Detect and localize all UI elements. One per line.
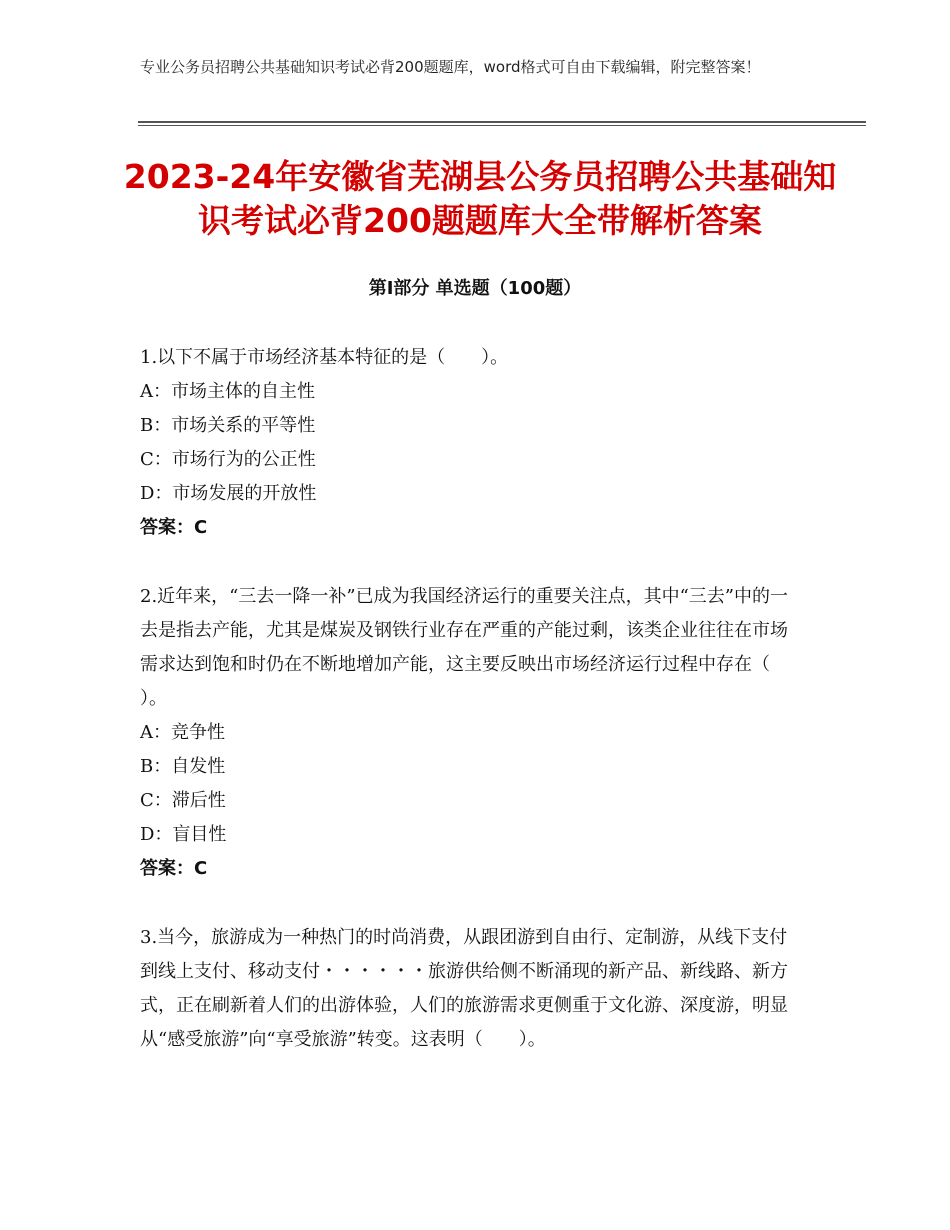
question-3 xyxy=(140,921,800,1057)
option-a: A：竞争性 xyxy=(140,722,225,743)
question-1 xyxy=(140,341,800,545)
option-d: D：市场发展的开放性 xyxy=(140,483,317,504)
question-text: 1.以下不属于市场经济基本特征的是（ ）。 xyxy=(140,347,509,368)
option-b: B：市场关系的平等性 xyxy=(140,415,316,436)
section-title: 第Ⅰ部分 单选题（100题） xyxy=(368,278,582,299)
option-b: B：自发性 xyxy=(140,756,226,777)
question-text: 3.当今，旅游成为一种热门的时尚消费，从跟团游到自由行、定制游，从线下支付到线上支付、移动支付・・・・・・旅游供给侧不断涌现的新产品、新线路、新方式，正在刷新着人们的出游体验，人们的旅游需求更侧重于文化游、深度游，明显从“感受旅游”向“享受旅游”转变。这表明（ ）。 xyxy=(140,927,788,1050)
question-2 xyxy=(140,580,800,886)
option-a: A：市场主体的自主性 xyxy=(140,381,315,402)
document-title: 2023-24年安徽省芜湖县公务员招聘公共基础知识考试必背200题题库大全带解析答案 xyxy=(123,157,837,240)
option-d: D：盲目性 xyxy=(140,824,227,845)
header-divider-thick xyxy=(138,121,866,123)
header-note: 专业公务员招聘公共基础知识考试必背200题题库，word格式可自由下载编辑，附完整答案！ xyxy=(140,58,761,76)
option-c: C：滞后性 xyxy=(140,790,226,811)
option-c: C：市场行为的公正性 xyxy=(140,449,316,470)
question-text: 2.近年来，“三去一降一补”已成为我国经济运行的重要关注点，其中“三去”中的一去是指去产能，尤其是煤炭及钢铁行业存在严重的产能过剩，该类企业往往在市场需求达到饱和时仍在不断地增加产能，这主要反映出市场经济运行过程中存在（ ）。 xyxy=(140,586,788,709)
header-divider-thin xyxy=(138,125,866,126)
answer-label: 答案：C xyxy=(140,858,208,879)
answer-label: 答案：C xyxy=(140,517,208,538)
